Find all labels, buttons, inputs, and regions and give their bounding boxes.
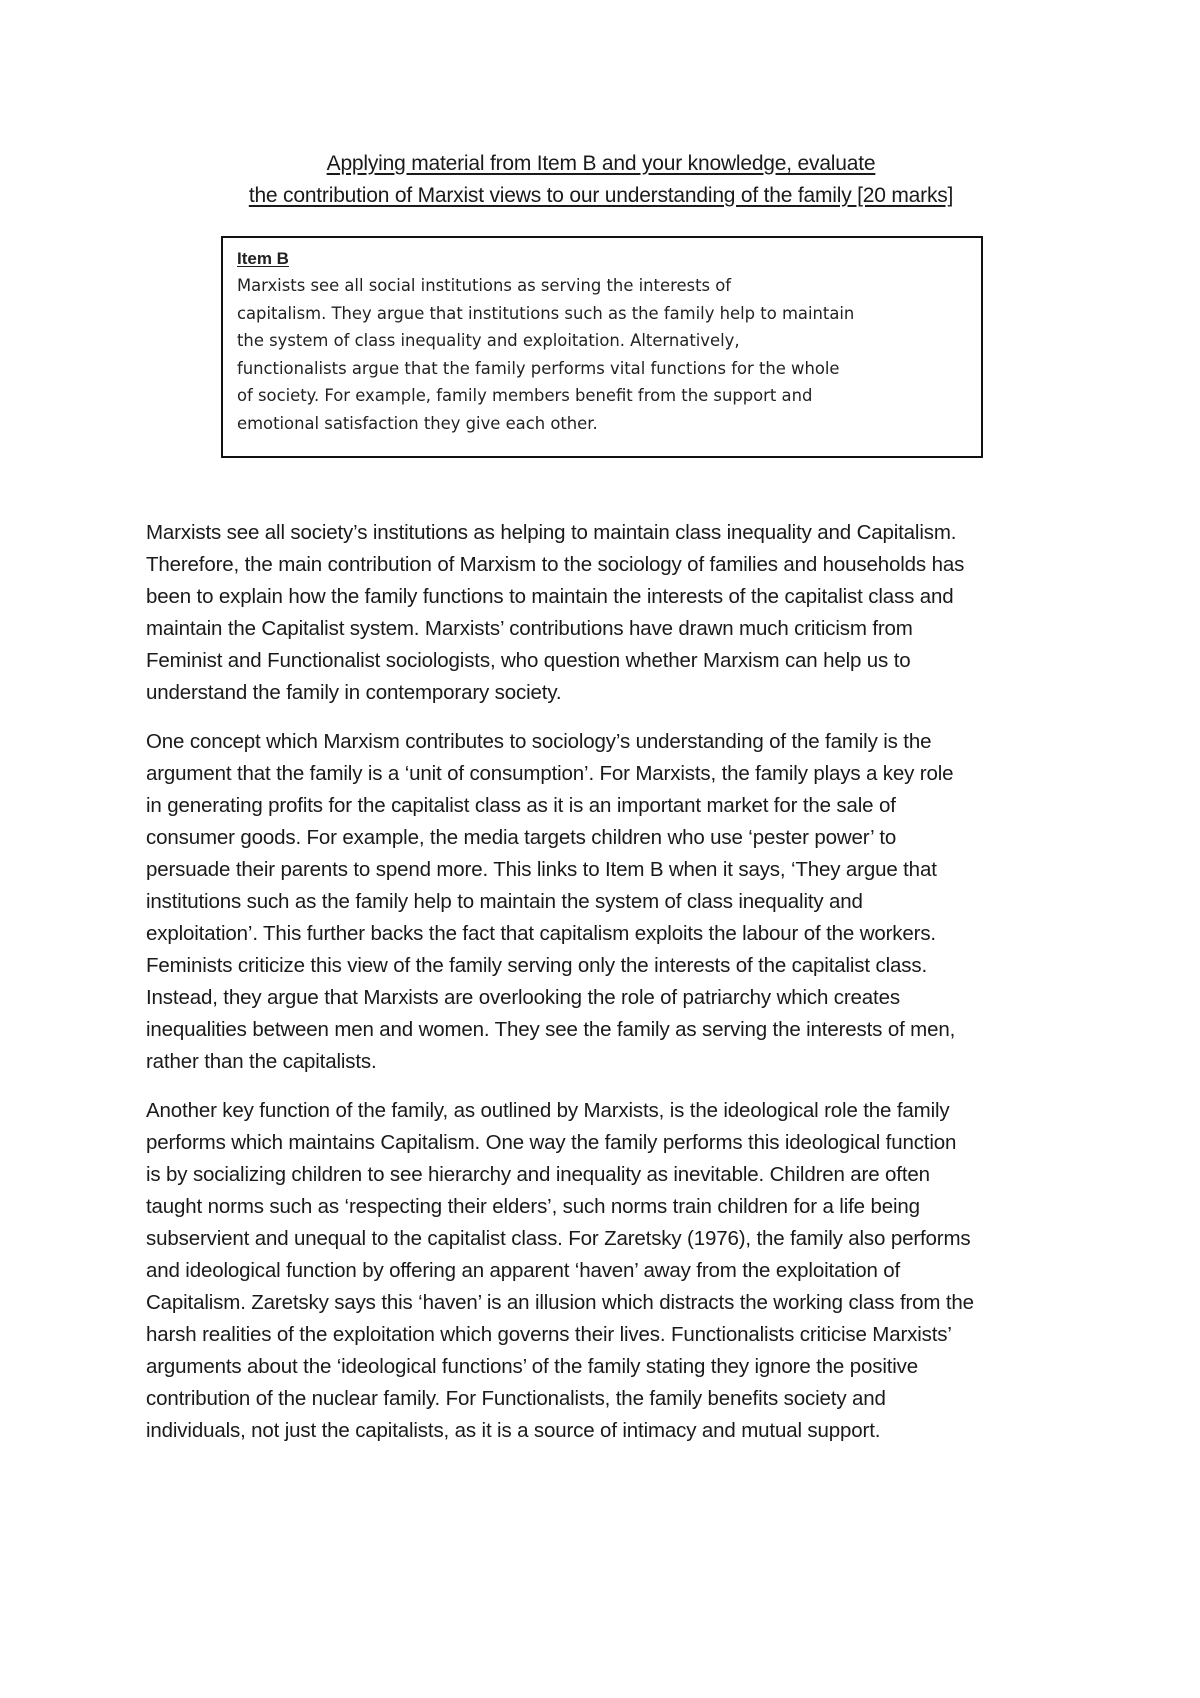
item-b-line: functionalists argue that the family performs vital functions for the whole (237, 358, 840, 378)
question-heading (146, 148, 1056, 212)
paragraph-line: arguments about the ‘ideological functions’ of the family stating they ignore the positive (146, 1355, 919, 1378)
item-b-line: emotional satisfaction they give each other. (237, 413, 598, 433)
paragraph-line: is by socializing children to see hierarchy and inequality as inevitable. Children are often (146, 1163, 930, 1186)
paragraph-line: contribution of the nuclear family. For Functionalists, the family benefits society and (146, 1387, 886, 1410)
essay-paragraph-3 (146, 1095, 1076, 1447)
paragraph-line: argument that the family is a ‘unit of consumption’. For Marxists, the family plays a key role (146, 762, 954, 785)
item-b-line: Marxists see all social institutions as serving the interests of (237, 276, 732, 295)
paragraph-line: consumer goods. For example, the media targets children who use ‘pester power’ to (146, 826, 897, 849)
paragraph-line: Marxists see all society’s institutions as helping to maintain class inequality and Capitalism. (146, 521, 957, 544)
paragraph-line: maintain the Capitalist system. Marxists’ contributions have drawn much criticism from (146, 617, 913, 640)
paragraph-line: taught norms such as ‘respecting their elders’, such norms train children for a life being (146, 1195, 920, 1218)
item-b-line: capitalism. They argue that institutions such as the family help to maintain (237, 303, 855, 323)
paragraph-line: rather than the capitalists. (146, 1050, 377, 1073)
item-b-box (221, 236, 983, 458)
essay-paragraph-1 (146, 517, 1076, 709)
paragraph-line: in generating profits for the capitalist class as it is an important market for the sale of (146, 794, 896, 817)
paragraph-line: and ideological function by offering an apparent ‘haven’ away from the exploitation of (146, 1259, 901, 1282)
paragraph-line: Feminist and Functionalist sociologists, who question whether Marxism can help us to (146, 649, 911, 672)
paragraph-line: inequalities between men and women. They see the family as serving the interests of men, (146, 1018, 956, 1041)
item-b-line: the system of class inequality and exploitation. Alternatively, (237, 331, 740, 351)
item-b-line: of society. For example, family members benefit from the support and (237, 386, 813, 406)
item-b-title: Item B (237, 249, 289, 268)
paragraph-line: harsh realities of the exploitation which governs their lives. Functionalists criticise Marxists’ (146, 1323, 952, 1346)
paragraph-line: individuals, not just the capitalists, as it is a source of intimacy and mutual support. (146, 1419, 881, 1442)
paragraph-line: performs which maintains Capitalism. One way the family performs this ideological function (146, 1131, 957, 1154)
paragraph-line: subservient and unequal to the capitalist class. For Zaretsky (1976), the family also performs (146, 1227, 971, 1250)
paragraph-line: One concept which Marxism contributes to sociology’s understanding of the family is the (146, 730, 932, 753)
paragraph-line: Feminists criticize this view of the family serving only the interests of the capitalist class. (146, 954, 927, 977)
paragraph-line: understand the family in contemporary society. (146, 681, 562, 704)
paragraph-line: Capitalism. Zaretsky says this ‘haven’ is an illusion which distracts the working class from the (146, 1291, 974, 1314)
essay-body (146, 517, 1076, 1464)
paragraph-line: persuade their parents to spend more. This links to Item B when it says, ‘They argue that (146, 858, 937, 881)
paragraph-line: Instead, they argue that Marxists are overlooking the role of patriarchy which creates (146, 986, 900, 1009)
paragraph-line: been to explain how the family functions to maintain the interests of the capitalist class and (146, 585, 954, 608)
paragraph-line: Another key function of the family, as outlined by Marxists, is the ideological role the family (146, 1099, 950, 1122)
paragraph-line: institutions such as the family help to maintain the system of class inequality and (146, 890, 863, 913)
question-heading-line-1: Applying material from Item B and your knowledge, evaluate (326, 152, 876, 175)
essay-paragraph-2 (146, 726, 1076, 1078)
question-heading-line-2: the contribution of Marxist views to our understanding of the family [20 marks] (248, 184, 954, 207)
paragraph-line: Therefore, the main contribution of Marxism to the sociology of families and households has (146, 553, 965, 576)
paragraph-line: exploitation’. This further backs the fact that capitalism exploits the labour of the workers. (146, 922, 936, 945)
